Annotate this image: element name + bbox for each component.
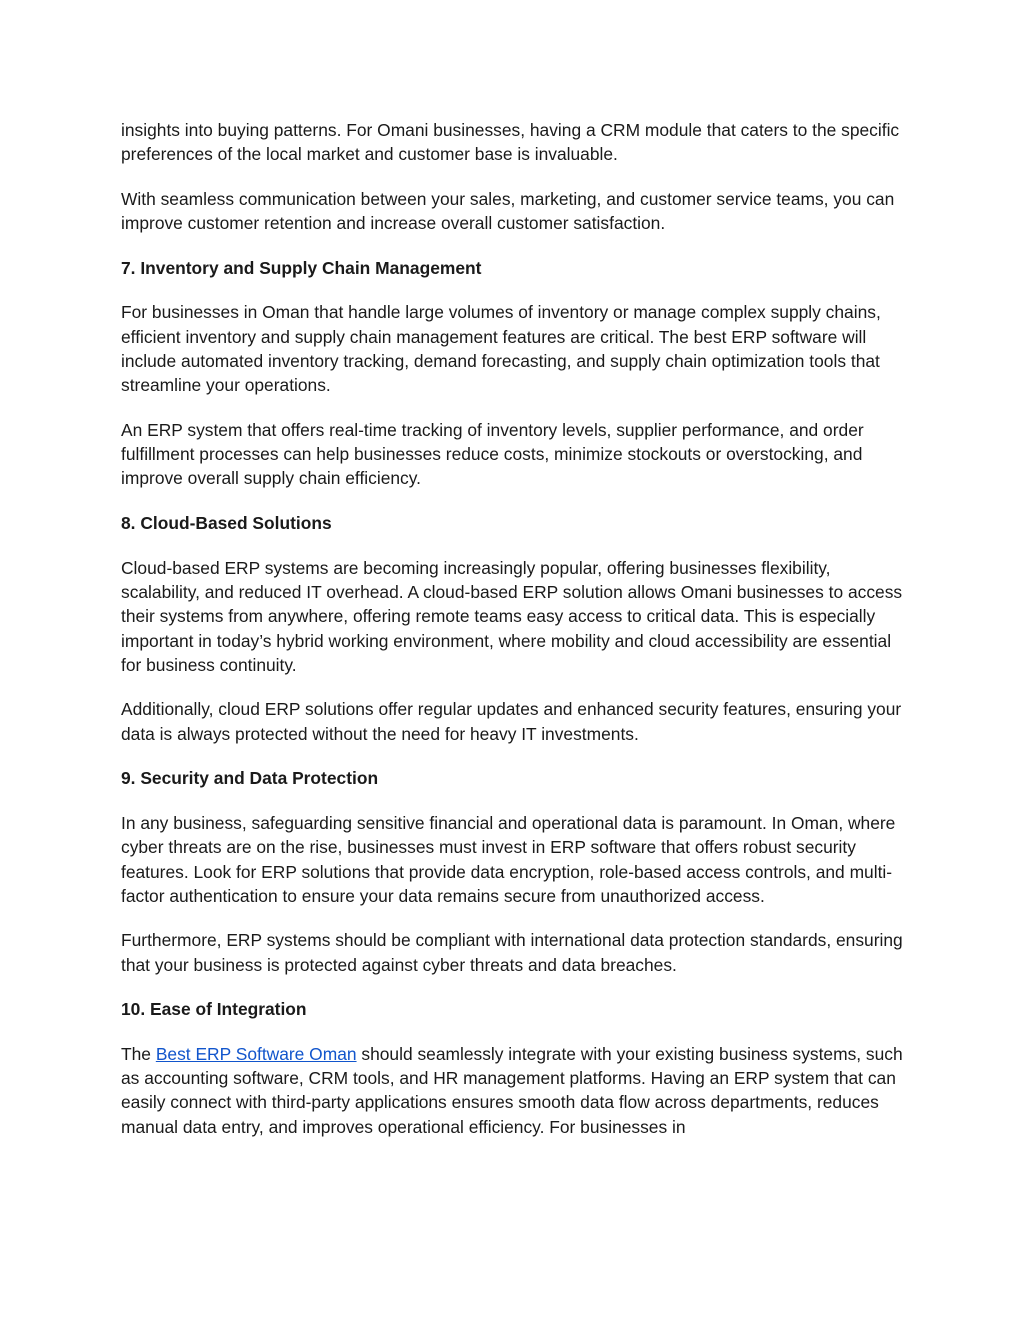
paragraph-cloud-benefits: Cloud-based ERP systems are becoming increasingly popular, offering businesses flexibility, scalability, and reduced IT overhead. A cloud-based ERP solution allows Omani businesses to access their systems from anywhere, offering remote teams easy access to critical data. This is especially important in today’s hybrid working environment, where mobility and cloud accessibility are essential for business continuity.: [121, 557, 903, 675]
paragraph-security-compliance: Furthermore, ERP systems should be compliant with international data protection standards, ensuring that your business is protected against cyber threats and data breaches.: [121, 930, 903, 975]
paragraph-crm-communication: With seamless communication between your sales, marketing, and customer service teams, you can improve customer retention and increase overall customer satisfaction.: [121, 188, 895, 234]
paragraph-crm-insights: insights into buying patterns. For Omani businesses, having a CRM module that caters to the specific preferences of the local market and customer base is invaluable.: [121, 120, 900, 165]
heading-cloud-based-solutions: 8. Cloud-Based Solutions: [121, 513, 332, 534]
paragraph-cloud-updates: Additionally, cloud ERP solutions offer regular updates and enhanced security features, ensuring your data is always protected without the need for heavy IT investments.: [121, 699, 902, 744]
heading-security-data-protection: 9. Security and Data Protection: [121, 768, 379, 789]
document-body: [121, 118, 911, 1159]
paragraph-inventory-features: For businesses in Oman that handle large volumes of inventory or manage complex supply chains, efficient inventory and supply chain management features are critical. The best ERP software will include automated inventory tracking, demand forecasting, and supply chain optimization tools that streamline your operations.: [121, 302, 881, 396]
paragraph-security-features: In any business, safeguarding sensitive financial and operational data is paramount. In Oman, where cyber threats are on the rise, businesses must invest in ERP software that offers robust security features. Look for ERP solutions that provide data encryption, role-based access controls, and multi-factor authentication to ensure your data remains secure from unauthorized access.: [121, 812, 896, 906]
paragraph-integration: [121, 1042, 911, 1139]
heading-ease-of-integration: 10. Ease of Integration: [121, 999, 307, 1020]
integration-text-before-link: The: [121, 1043, 156, 1064]
best-erp-software-oman-link[interactable]: Best ERP Software Oman: [155, 1043, 357, 1064]
paragraph-inventory-tracking: An ERP system that offers real-time tracking of inventory levels, supplier performance, and order fulfillment processes can help businesses reduce costs, minimize stockouts or overstocking, and improve overall supply chain efficiency.: [121, 419, 864, 489]
heading-inventory-supply-chain: 7. Inventory and Supply Chain Management: [121, 257, 482, 278]
integration-text-after-link: should seamlessly integrate with your existing business systems, such as accounting software, CRM tools, and HR management platforms. Having an ERP system that can easily connect with third-party applications ensures smooth data flow across departments, reduces manual data entry, and improves operational efficiency. For businesses in: [121, 1043, 903, 1137]
